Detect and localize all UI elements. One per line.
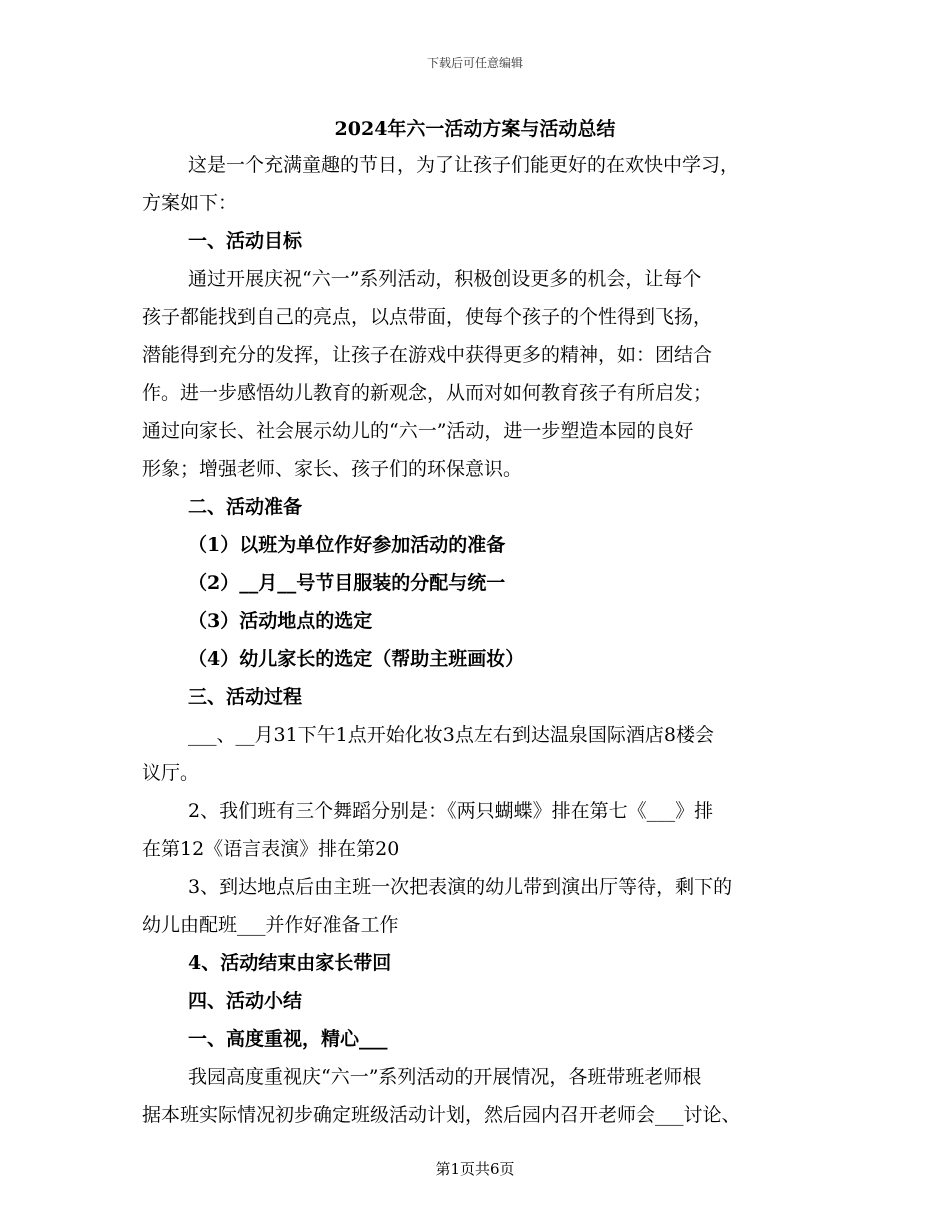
process-line-1: ___、__月31下午1点开始化妆3点左右到达温泉国际酒店8楼会 <box>188 724 714 746</box>
summary-subheading-1: 一、高度重视，精心___ <box>188 1028 388 1050</box>
goals-line-5: 通过向家长、社会展示幼儿的“六一”活动，进一步塑造本园的良好 <box>142 420 694 442</box>
page-footer: 第1页共6页 <box>435 1160 515 1178</box>
process-line-7: 4、活动结束由家长带回 <box>188 952 392 974</box>
process-line-5: 3、到达地点后由主班一次把表演的幼儿带到演出厅等待，剩下的 <box>188 876 733 898</box>
section-heading-process: 三、活动过程 <box>188 686 303 708</box>
process-line-4: 在第12《语言表演》排在第20 <box>142 838 400 860</box>
prep-item-1: （1）以班为单位作好参加活动的准备 <box>188 534 506 556</box>
summary-line-1: 我园高度重视庆“六一”系列活动的开展情况，各班带班老师根 <box>188 1066 702 1088</box>
intro-line-2: 方案如下： <box>142 192 238 214</box>
document-body <box>142 146 812 1134</box>
process-line-6: 幼儿由配班___并作好准备工作 <box>142 914 399 936</box>
goals-line-1: 通过开展庆祝“六一”系列活动，积极创设更多的机会，让每个 <box>188 268 702 290</box>
goals-line-6: 形象；增强老师、家长、孩子们的环保意识。 <box>142 458 523 480</box>
document-title: 2024年六一活动方案与活动总结 <box>334 118 616 140</box>
section-heading-preparation: 二、活动准备 <box>188 496 303 518</box>
section-heading-goals: 一、活动目标 <box>188 230 303 252</box>
intro-line-1: 这是一个充满童趣的节日，为了让孩子们能更好的在欢快中学习， <box>188 154 740 176</box>
goals-line-2: 孩子都能找到自己的亮点，以点带面，使每个孩子的个性得到飞扬， <box>142 306 713 328</box>
goals-line-3: 潜能得到充分的发挥，让孩子在游戏中获得更多的精神，如：团结合 <box>142 344 713 366</box>
process-line-2: 议厅。 <box>142 762 200 784</box>
prep-item-2: （2）__月__号节目服装的分配与统一 <box>188 572 506 594</box>
process-line-3: 2、我们班有三个舞蹈分别是：《两只蝴蝶》排在第七《___》排 <box>188 800 714 822</box>
prep-item-3: （3）活动地点的选定 <box>188 610 373 632</box>
section-heading-summary: 四、活动小结 <box>188 990 303 1012</box>
prep-item-4: （4）幼儿家长的选定（帮助主班画妆） <box>188 648 525 670</box>
header-note: 下载后可任意编辑 <box>426 56 523 70</box>
summary-line-2: 据本班实际情况初步确定班级活动计划，然后园内召开老师会___讨论、 <box>142 1104 741 1126</box>
goals-line-4: 作。进一步感悟幼儿教育的新观念，从而对如何教育孩子有所启发； <box>142 382 713 404</box>
